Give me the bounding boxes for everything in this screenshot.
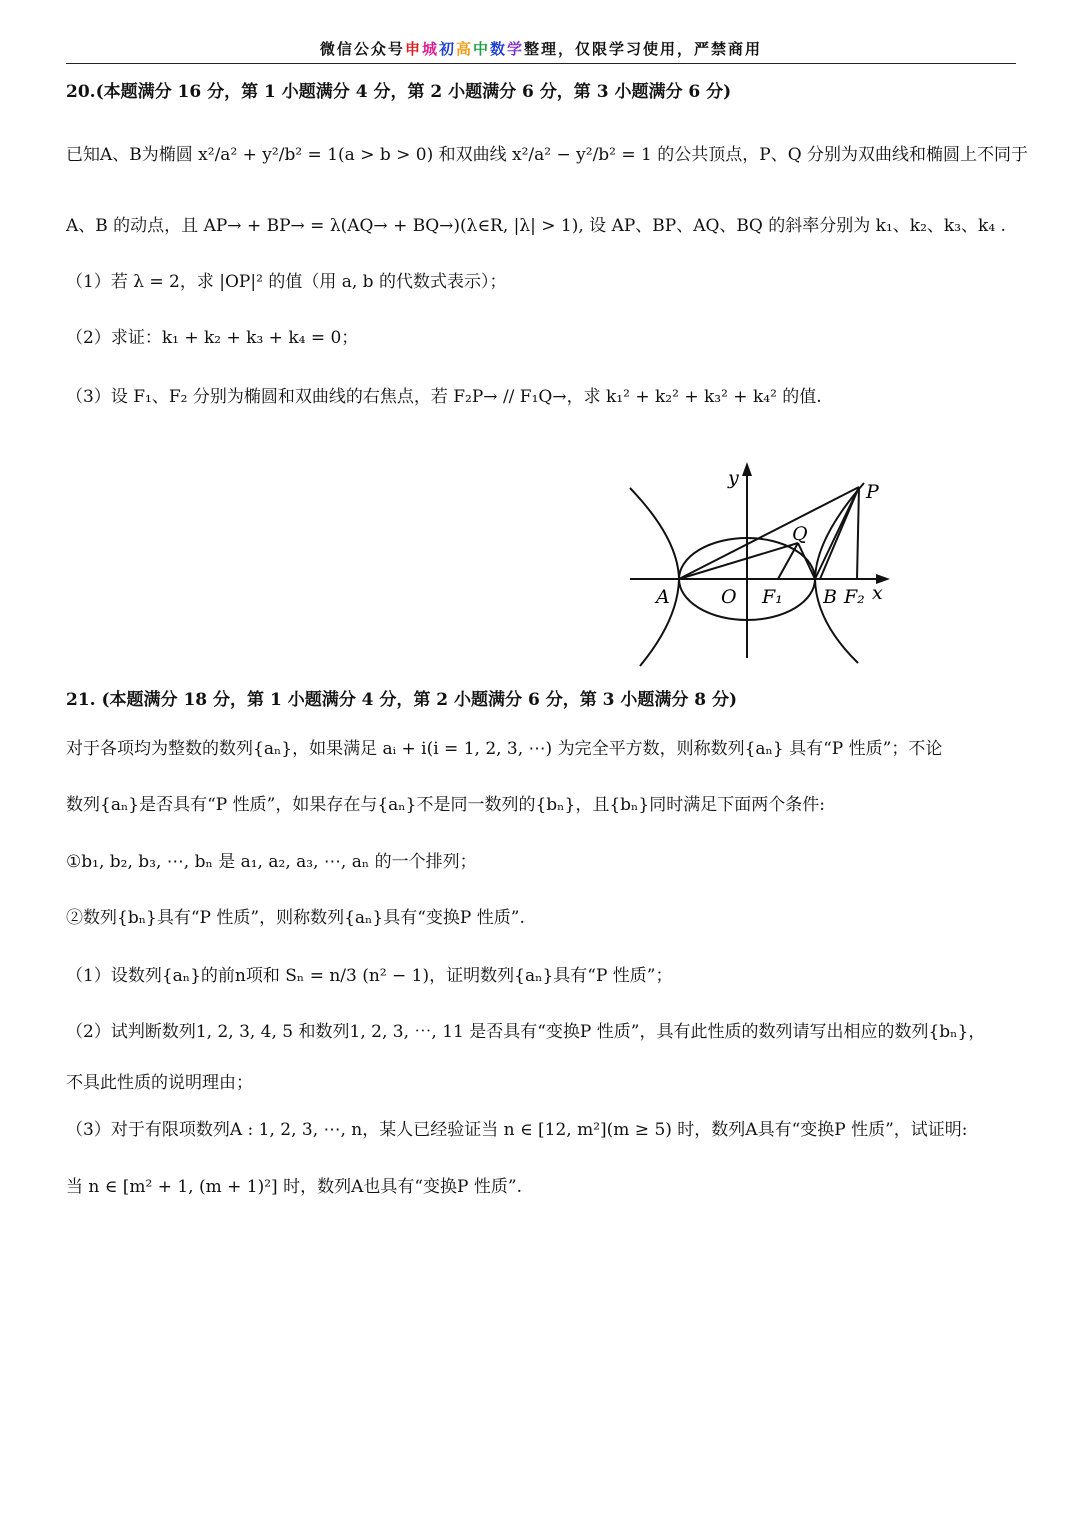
q21-title: 21. (本题满分 18 分，第 1 小题满分 4 分，第 2 小题满分 6 分，第 3 小题满分 8 分) xyxy=(66,690,738,710)
y-axis-arrow xyxy=(742,462,752,476)
q21-part3-continued: 当 n ∈ [m² + 1, (m + 1)²] 时，数列A也具有“变换P 性质”. xyxy=(66,1177,522,1197)
watermark-part: 数 xyxy=(490,40,508,58)
q21-part2: （2）试判断数列1, 2, 3, 4, 5 和数列1, 2, 3, ⋯, 11 是否具有“变换P 性质”，具有此性质的数列请写出相应的数列{bₙ}， xyxy=(66,1022,986,1042)
line-AP xyxy=(679,487,859,579)
q21-stem-line1: 对于各项均为整数的数列{aₙ}，如果满足 aᵢ + i(i = 1, 2, 3, ⋯) 为完全平方数，则称数列{aₙ} 具有“P 性质”；不论 xyxy=(66,739,943,759)
q20-part3: （3）设 F₁、F₂ 分别为椭圆和双曲线的右焦点，若 F₂P→ // F₁Q→，求 k₁² + k₂² + k₃² + k₄² 的值. xyxy=(66,387,822,407)
label-x: x xyxy=(872,582,883,604)
q21-condition2: ②数列{bₙ}具有“P 性质”，则称数列{aₙ}具有“变换P 性质”. xyxy=(66,908,525,928)
page-header xyxy=(66,38,1016,64)
label-y: y xyxy=(728,467,739,489)
q20-stem-line1: 已知A、B为椭圆 x²/a² + y²/b² = 1(a > b > 0) 和双曲线 x²/a² − y²/b² = 1 的公共顶点，P、Q 分别为双曲线和椭圆上不同于 xyxy=(66,145,1029,165)
label-Q: Q xyxy=(792,523,808,545)
q20-title: 20.(本题满分 16 分，第 1 小题满分 4 分，第 2 小题满分 6 分，第 3 小题满分 6 分) xyxy=(66,82,732,102)
ellipse-hyperbola-figure xyxy=(620,458,900,668)
watermark-part: 学 xyxy=(507,40,525,58)
line-F2P xyxy=(857,487,859,579)
watermark-part: 中 xyxy=(473,40,491,58)
q21-stem-line2: 数列{aₙ}是否具有“P 性质”，如果存在与{aₙ}不是同一数列的{bₙ}，且{bₙ}同时满足下面两个条件: xyxy=(66,795,825,815)
label-F2: F₂ xyxy=(844,586,865,608)
q20-part1: （1）若 λ = 2，求 |OP|² 的值（用 a, b 的代数式表示）； xyxy=(66,272,507,292)
hyperbola-left-branch xyxy=(630,488,679,666)
q20-stem-line2: A、B 的动点，且 AP→ + BP→ = λ(AQ→ + BQ→)(λ∈R, |λ| > 1), 设 AP、BP、AQ、BQ 的斜率分别为 k₁、k₂、k₃、k₄ . xyxy=(66,216,1006,236)
figure-svg xyxy=(620,458,900,668)
label-O: O xyxy=(721,586,737,608)
q21-part2-continued: 不具此性质的说明理由； xyxy=(66,1073,253,1093)
watermark-text xyxy=(320,40,762,58)
label-P: P xyxy=(866,481,879,503)
watermark-part: 整理，仅限学习使用，严禁商用 xyxy=(524,40,763,58)
watermark-part: 城 xyxy=(421,40,439,58)
line-BQ xyxy=(798,543,815,579)
watermark-part: 高 xyxy=(455,40,473,58)
watermark-part: 申 xyxy=(404,40,422,58)
label-F1: F₁ xyxy=(762,586,783,608)
line-BP-inner xyxy=(820,487,859,579)
q20-part2: （2）求证：k₁ + k₂ + k₃ + k₄ = 0； xyxy=(66,328,359,348)
q21-part3: （3）对于有限项数列A : 1, 2, 3, ⋯, n，某人已经验证当 n ∈ [12, m²](m ≥ 5) 时，数列A具有“变换P 性质”，试证明: xyxy=(66,1120,968,1140)
watermark-part: 微信公众号 xyxy=(319,40,405,58)
q21-part1: （1）设数列{aₙ}的前n项和 Sₙ = n/3 (n² − 1)，证明数列{aₙ}具有“P 性质”； xyxy=(66,966,673,986)
watermark-part: 初 xyxy=(438,40,456,58)
q21-condition1: ①b₁, b₂, b₃, ⋯, bₙ 是 a₁, a₂, a₃, ⋯, aₙ 的一个排列； xyxy=(66,852,477,872)
label-A: A xyxy=(656,586,670,608)
label-B: B xyxy=(823,586,837,608)
